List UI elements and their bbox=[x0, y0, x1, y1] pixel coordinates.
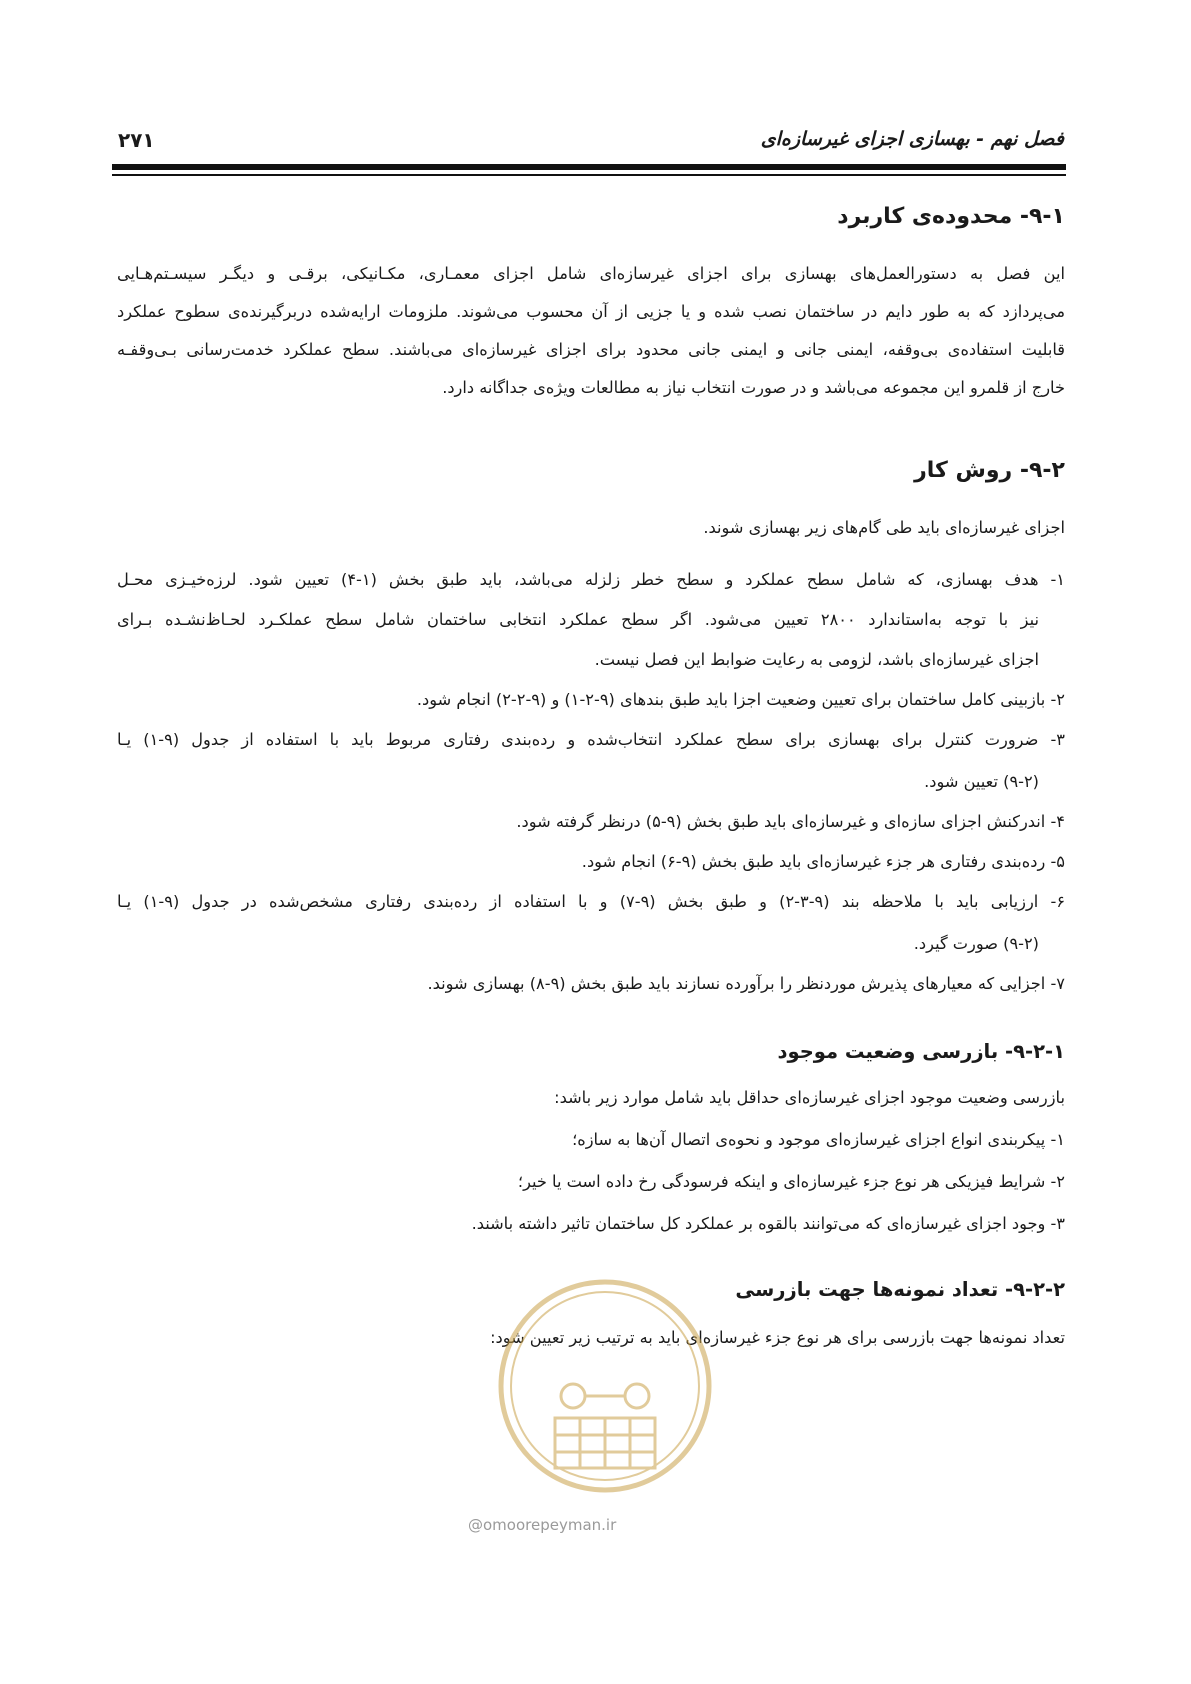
paragraph-line: قابلیت استفاده‌ی بی‌وقفه، ایمنی جانی و ایمنی جانی محدود برای اجزای غیرسازه‌ای می‌باشند. سطح عملکرد خدمت‌رسانی بـی‌وقفـه bbox=[117, 340, 1065, 359]
watermark-url: @omoorepeyman.ir bbox=[468, 1516, 617, 1534]
list-item-continuation: اجزای غیرسازه‌ای باشد، لزومی به رعایت ضوابط این فصل نیست. bbox=[594, 650, 1039, 669]
intro-text: اجزای غیرسازه‌ای باید طی گام‌های زیر بهسازی شوند. bbox=[703, 518, 1065, 537]
chapter-title: فصل نهم - بهسازی اجزای غیرسازه‌ای bbox=[760, 128, 1064, 150]
list-item-continuation: (۹-۲) صورت گیرد. bbox=[913, 934, 1039, 953]
section-heading-procedure: ۹-۲- روش کار bbox=[914, 458, 1065, 483]
intro-text: تعداد نمونه‌ها جهت بازرسی برای هر نوع جزء غیرسازه‌ای باید به ترتیب زیر تعیین شود: bbox=[490, 1328, 1065, 1347]
list-item: ۳- وجود اجزای غیرسازه‌ای که می‌توانند بالقوه بر عملکرد کل ساختمان تاثیر داشته باشند. bbox=[471, 1214, 1065, 1233]
list-item: ۳- ضرورت کنترل برای بهسازی برای سطح عملکرد انتخاب‌شده و رده‌بندی رفتاری مربوط باید با استفاده از جدول (۹-۱) یـا bbox=[117, 730, 1065, 749]
list-item: ۲- شرایط فیزیکی هر نوع جزء غیرسازه‌ای و اینکه فرسودگی رخ داده است یا خیر؛ bbox=[517, 1172, 1065, 1191]
paragraph-line: این فصل به دستورالعمل‌های بهسازی برای اجزای غیرسازه‌ای شامل اجزای معمـاری، مکـانیکی، برقـی و دیگـر سیسـتم‌هـایی bbox=[117, 264, 1065, 283]
list-item: ۴- اندرکنش اجزای سازه‌ای و غیرسازه‌ای باید طبق بخش (۹-۵) درنظر گرفته شود. bbox=[516, 812, 1065, 831]
list-item: ۲- بازبینی کامل ساختمان برای تعیین وضعیت اجزا باید طبق بندهای (۹-۲-۱) و (۹-۲-۲) انجام شود. bbox=[416, 690, 1065, 709]
list-item-continuation: (۹-۲) تعیین شود. bbox=[924, 772, 1039, 791]
list-item: ۶- ارزیابی باید با ملاحظه بند (۹-۳-۲) و طبق بخش (۹-۷) و با استفاده از رده‌بندی رفتاری مشخص‌شده در جدول (۹-۱) یـا bbox=[117, 892, 1066, 911]
list-item: ۱- پیکربندی انواع اجزای غیرسازه‌ای موجود و نحوه‌ی اتصال آن‌ها به سازه؛ bbox=[572, 1130, 1065, 1149]
list-item: ۷- اجزایی که معیارهای پذیرش موردنظر را برآورده نسازند باید طبق بخش (۹-۸) بهسازی شوند. bbox=[427, 974, 1065, 993]
list-item: ۵- رده‌بندی رفتاری هر جزء غیرسازه‌ای باید طبق بخش (۹-۶) انجام شود. bbox=[581, 852, 1065, 871]
list-item-continuation: نیز با توجه به‌استاندارد ۲۸۰۰ تعیین می‌شود. اگر سطح عملکرد انتخابی ساختمان شامل سطح عملکـرد لحـاظ‌نشـده بـرای bbox=[117, 610, 1040, 629]
list-item: ۱- هدف بهسازی، که شامل سطح عملکرد و سطح خطر زلزله می‌باشد، باید طبق بخش (۱-۴) تعیین شود. لرزه‌خیـزی محـل bbox=[117, 570, 1065, 589]
subsection-heading-inspection: ۹-۲-۱- بازرسی وضعیت موجود bbox=[777, 1040, 1065, 1063]
section-heading-scope: ۹-۱- محدوده‌ی کاربرد bbox=[837, 204, 1065, 229]
subsection-heading-samples: ۹-۲-۲- تعداد نمونه‌ها جهت بازرسی bbox=[735, 1278, 1065, 1301]
paragraph-line: خارج از قلمرو این مجموعه می‌باشد و در صورت انتخاب نیاز به مطالعات ویژه‌ی جداگانه دارد. bbox=[442, 378, 1065, 397]
page-number: ۲۷۱ bbox=[118, 128, 155, 152]
intro-text: بازرسی وضعیت موجود اجزای غیرسازه‌ای حداقل باید شامل موارد زیر باشد: bbox=[554, 1088, 1065, 1107]
watermark-logo bbox=[485, 1268, 725, 1508]
paragraph-line: می‌پردازد که به طور دایم در ساختمان نصب شده و یا جزیی از آن محسوب می‌شوند. ملزومات ارایه‌شده دربرگیرنده‌ی سطوح عملکرد bbox=[117, 302, 1065, 321]
